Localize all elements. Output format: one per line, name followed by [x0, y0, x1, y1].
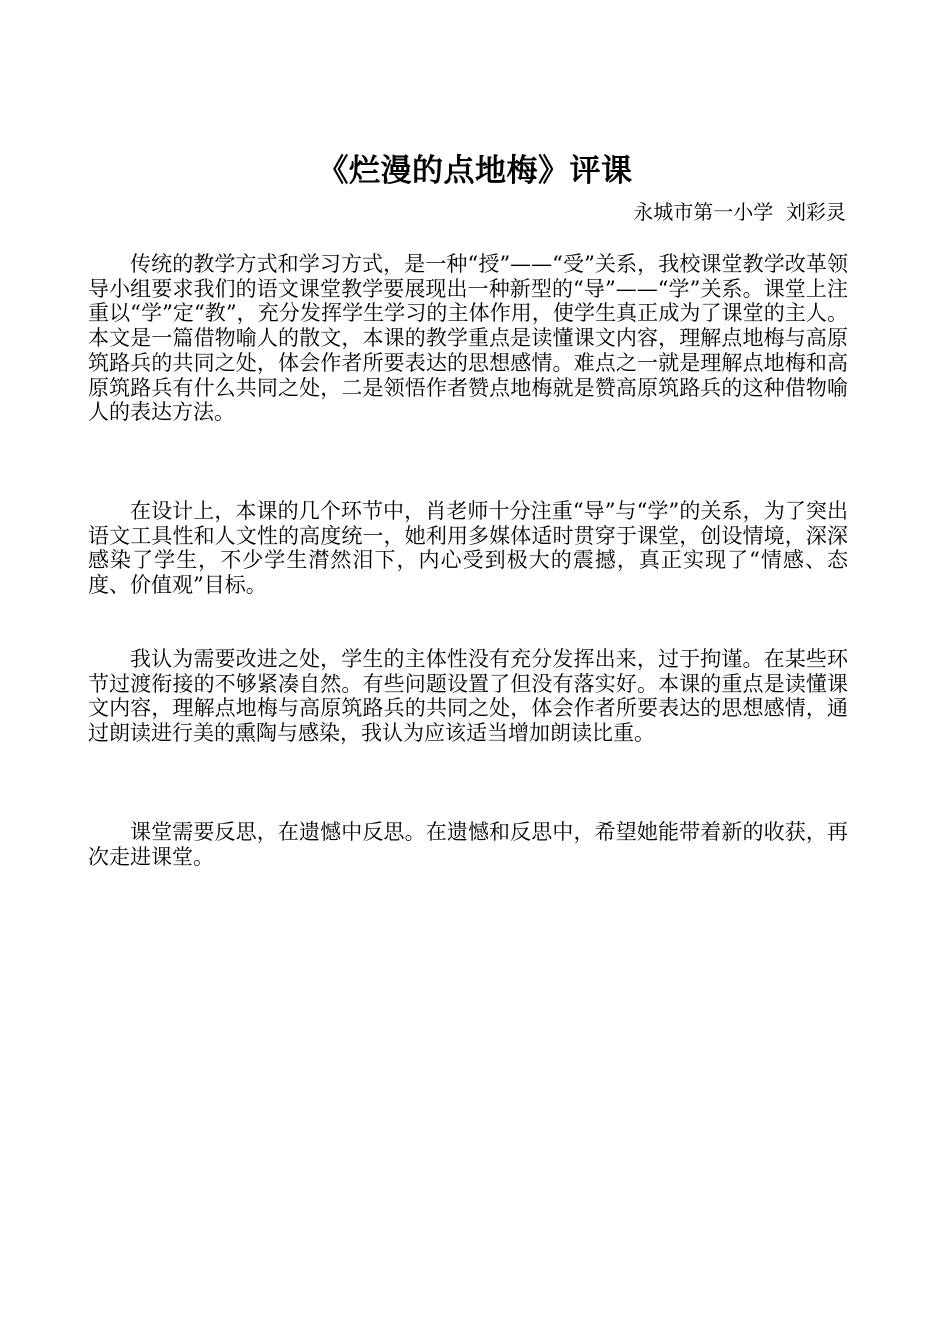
paragraph-3: 我认为需要改进之处，学生的主体性没有充分发挥出来，过于拘谨。在某些环节过渡衔接的不够紧凑自然。有些问题设置了但没有落实好。本课的重点是读懂课文内容，理解点地梅与高原筑路兵的共同之处，体会作者所要表达的思想感情，通过朗读进行美的熏陶与感染，我认为应该适当增加朗读比重。 [88, 647, 848, 746]
paragraph-4: 课堂需要反思，在遗憾中反思。在遗憾和反思中，希望她能带着新的收获，再次走进课堂。 [88, 820, 848, 869]
paragraph-2: 在设计上，本课的几个环节中，肖老师十分注重“导”与“学”的关系，为了突出语文工具性和人文性的高度统一，她利用多媒体适时贯穿于课堂，创设情境，深深感染了学生，不少学生潸然泪下，内心受到极大的震撼，真正实现了“情感、态度、价值观”目标。 [88, 499, 848, 598]
author-byline: 永城市第一小学 刘彩灵 [633, 200, 846, 224]
paragraph-1: 传统的教学方式和学习方式，是一种“授”——“受”关系，我校课堂教学改革领导小组要求我们的语文课堂教学要展现出一种新型的“导”——“学”关系。课堂上注重以“学”定“教”，充分发挥学生学习的主体作用，使学生真正成为了课堂的主人。本文是一篇借物喻人的散文，本课的教学重点是读懂课文内容，理解点地梅与高原筑路兵的共同之处，体会作者所要表达的思想感情。难点之一就是理解点地梅和高原筑路兵有什么共同之处，二是领悟作者赞点地梅就是赞高原筑路兵的这种借物喻人的表达方法。 [88, 252, 848, 425]
document-title: 《烂漫的点地梅》评课 [317, 152, 633, 189]
